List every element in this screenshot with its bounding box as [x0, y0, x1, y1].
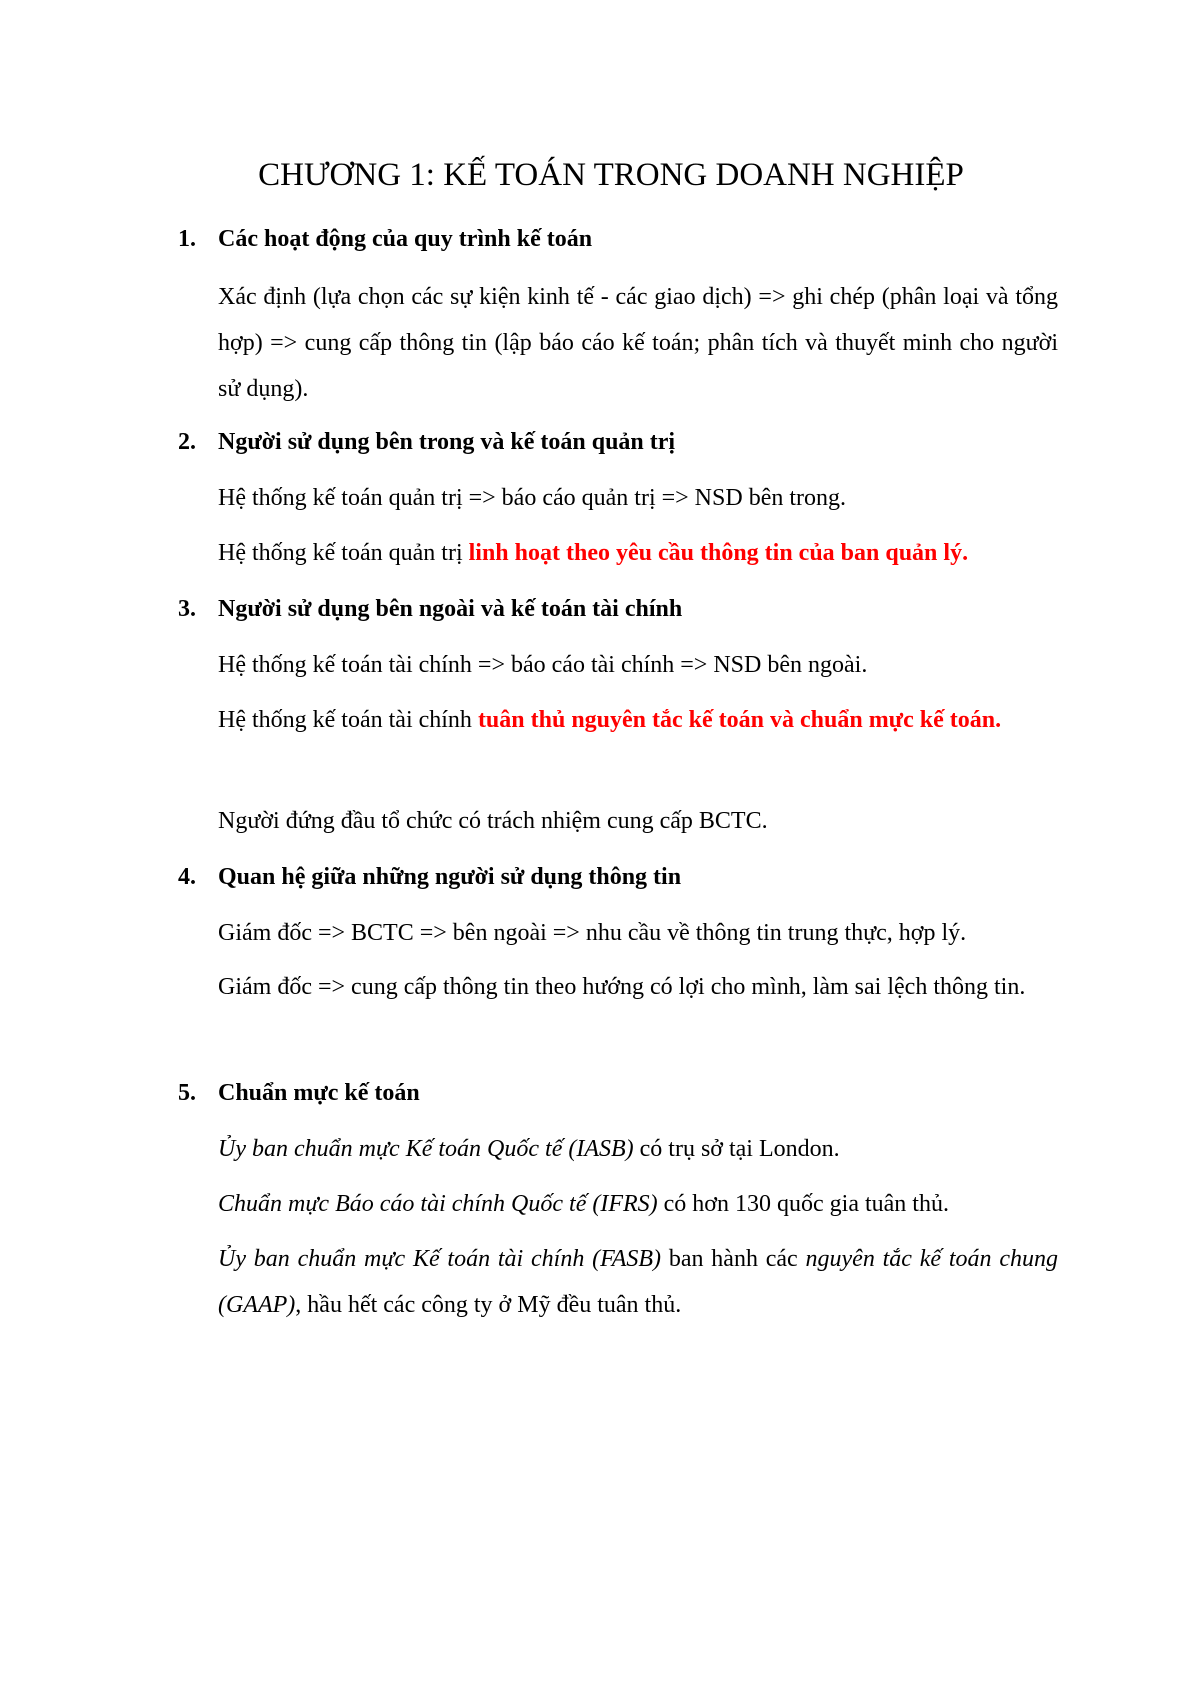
section-2-paragraph-2-plain: Hệ thống kế toán quản trị [218, 540, 469, 566]
section-4-paragraph-2: Giám đốc => cung cấp thông tin theo hướng có lợi cho mình, làm sai lệch thông tin. [218, 974, 1026, 1000]
iasb-term: Ủy ban chuẩn mực Kế toán Quốc tế (IASB) [218, 1136, 634, 1162]
section-1-heading [178, 222, 592, 256]
section-3-title: Người sử dụng bên ngoài và kế toán tài chính [218, 596, 683, 622]
section-1-title: Các hoạt động của quy trình kế toán [218, 226, 593, 252]
section-5-paragraph-2-rest: có hơn 130 quốc gia tuân thủ. [657, 1191, 949, 1217]
section-5-paragraph-1-rest: có trụ sở tại London. [633, 1136, 840, 1162]
section-3-paragraph-1: Hệ thống kế toán tài chính => báo cáo tài chính => NSD bên ngoài. [218, 652, 868, 678]
section-1-number: 1. [178, 226, 196, 252]
section-3-paragraph-2 [218, 697, 1058, 743]
section-4-paragraph-1: Giám đốc => BCTC => bên ngoài => nhu cầu về thông tin trung thực, hợp lý. [218, 920, 967, 946]
section-2-paragraph-2-highlight: linh hoạt theo yêu cầu thông tin của ban quản lý. [468, 540, 969, 566]
section-3-heading [178, 592, 682, 626]
section-5-paragraph-3-mid: ban hành các [661, 1246, 806, 1272]
section-5-paragraph-1 [218, 1126, 1058, 1172]
section-5-heading [178, 1076, 420, 1110]
section-1-paragraph-1: Xác định (lựa chọn các sự kiện kinh tế - các giao dịch) => ghi chép (phân loại và tổng hợp) => cung cấp thông tin (lập báo cáo kế toán; phân tích và thuyết minh cho người sử dụng). [218, 284, 1058, 402]
ifrs-term: Chuẩn mực Báo cáo tài chính Quốc tế (IFRS) [218, 1191, 658, 1217]
section-3-number: 3. [178, 596, 196, 622]
section-4-heading [178, 860, 681, 894]
fasb-term: Ủy ban chuẩn mực Kế toán tài chính (FASB) [218, 1246, 662, 1272]
section-4-number: 4. [178, 864, 196, 890]
section-5-title: Chuẩn mực kế toán [218, 1080, 420, 1106]
section-2-paragraph-1: Hệ thống kế toán quản trị => báo cáo quản trị => NSD bên trong. [218, 485, 847, 511]
section-2-heading [178, 425, 675, 459]
section-2-number: 2. [178, 429, 196, 455]
gaap-term: nguyên tắc kế toán chung (GAAP) [218, 1246, 1059, 1318]
section-3-paragraph-2-highlight: tuân thủ nguyên tắc kế toán và chuẩn mực kế toán. [477, 707, 1002, 733]
section-5-paragraph-3-rest: , hầu hết các công ty ở Mỹ đều tuân thủ. [295, 1292, 682, 1318]
section-4-title: Quan hệ giữa những người sử dụng thông tin [218, 864, 682, 890]
section-3-paragraph-3: Người đứng đầu tổ chức có trách nhiệm cung cấp BCTC. [218, 808, 768, 834]
section-2-title: Người sử dụng bên trong và kế toán quản trị [218, 429, 676, 455]
section-5-paragraph-2 [218, 1181, 1058, 1227]
chapter-title: CHƯƠNG 1: KẾ TOÁN TRONG DOANH NGHIỆP [258, 157, 964, 193]
section-5-paragraph-3 [218, 1236, 1058, 1328]
section-2-paragraph-2 [218, 530, 1058, 576]
section-5-number: 5. [178, 1080, 196, 1106]
section-3-paragraph-2-plain: Hệ thống kế toán tài chính [218, 707, 478, 733]
